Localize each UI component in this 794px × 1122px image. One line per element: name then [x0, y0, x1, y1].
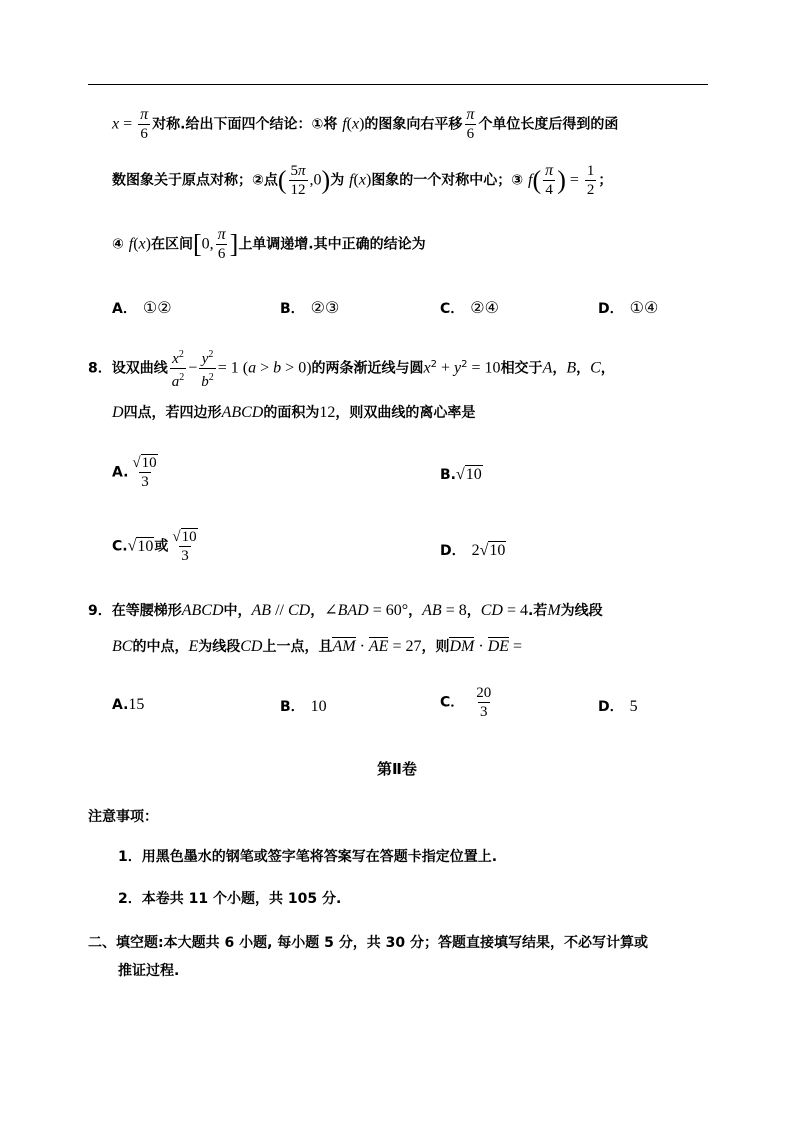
- notes-heading: 注意事项：: [88, 809, 158, 825]
- q7-line-3: ④ f(x)在区间[0, $\frac{\pi}{6}$ ]上单调递增.其中正确的结论为: [112, 226, 426, 262]
- q9-option-d: D． 5: [598, 698, 638, 715]
- q8-option-a: A. $\frac{√10}{3}$: [112, 455, 157, 490]
- q9-line-2: BC的中点，E为线段CD上一点，且AM · AE = 27，则DM · DE =: [112, 638, 523, 655]
- q7-option-a: A． ①②: [112, 300, 172, 317]
- section-title: 第Ⅱ卷: [377, 760, 417, 778]
- part2-heading-line-1: 二、填空题:本大题共 6 小题, 每小题 5 分，共 30 分；答题直接填写结果，不必写计算或: [88, 935, 648, 951]
- q8-option-c: C.√10或 $\frac{√10}{3}$: [112, 529, 197, 564]
- q7-option-b: B． ②③: [280, 300, 340, 317]
- note-2: 2．本卷共 11 个小题，共 105 分.: [118, 891, 342, 907]
- q7-option-c: C． ②④: [440, 300, 499, 317]
- q8-option-d: D． 2√10: [440, 542, 506, 559]
- part2-heading-line-2: 推证过程.: [118, 963, 180, 979]
- note-1: 1．用黑色墨水的钢笔或签字笔将答案写在答题卡指定位置上.: [118, 849, 498, 865]
- q8-option-b: B.√10: [440, 466, 482, 483]
- q7-option-d: D． ①④: [598, 300, 659, 317]
- q7-line-2: 数图象关于原点对称；②点( $\frac{5\pi}{12}$ ,0)为 f(x)图象的一个对称中心；③ f( $\frac{\pi}{4}$ ) = $\frac{1}{2}$ ；: [112, 162, 613, 198]
- header-rule: [88, 84, 708, 85]
- q9-option-c: C． $\frac{20}{3}$: [440, 685, 492, 720]
- q7-line-1: x = $\frac{\pi}{6}$ 对称.给出下面四个结论：①将 f(x)的图象向右平移 $\frac{\pi}{6}$ 个单位长度后得到的函: [112, 106, 619, 142]
- q9-line-1: 9．在等腰梯形ABCD中，AB // CD，∠BAD = 60°，AB = 8，CD = 4.若M为线段: [88, 602, 603, 619]
- q9-option-a: A.15: [112, 696, 145, 713]
- q8-line-1: 8．设双曲线 $\frac{x^2}{a^2}$ − $\frac{y^2}{b^2}$ = 1 (a > b > 0)的两条渐近线与圆$x^2 + y^2 = 10$相交于A，B，C，: [88, 349, 615, 390]
- q9-option-b: B． 10: [280, 698, 327, 715]
- q8-line-2: D四点，若四边形ABCD的面积为12，则双曲线的离心率是: [112, 404, 476, 421]
